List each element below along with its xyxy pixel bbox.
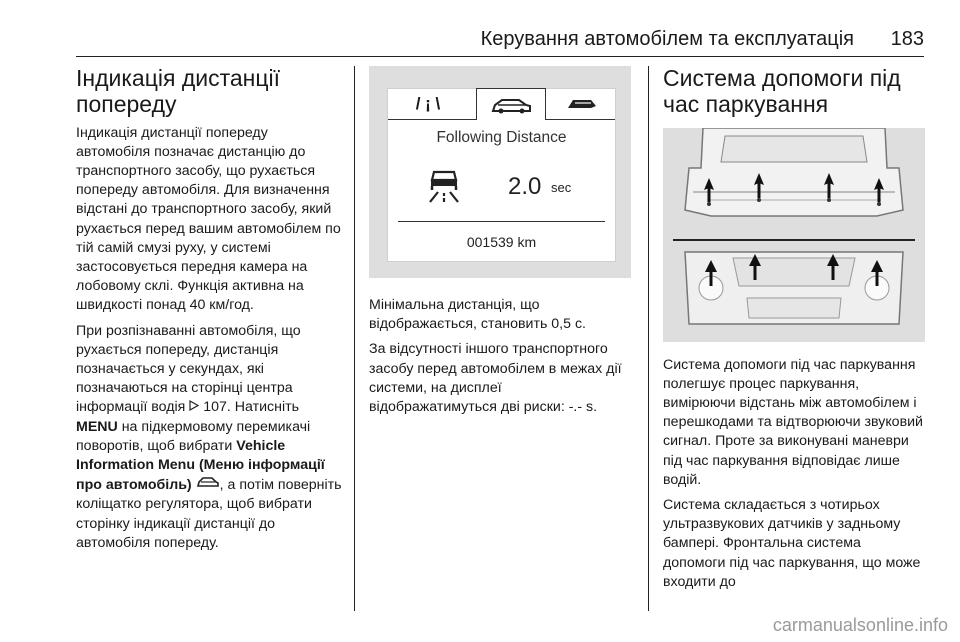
triangle-reference-icon <box>189 399 199 415</box>
distance-value: 2.0 <box>508 173 542 200</box>
paragraph-parking-intro: Система допомоги під час паркування полегшує процес паркування, вимірюючи відстань між автомобілем і перешкодами та відтворюючи звуковий сигнал. Проте за виконувані маневри під час паркування відповідає лише водій. <box>663 356 923 488</box>
vehicle-information-menu-label: Vehicle Information Menu (Меню інформації про автомобіль) <box>76 437 325 494</box>
odometer-reading: 001539 km <box>466 234 537 250</box>
paragraph-distance-intro: Індикація дистанції попереду автомобіля позначає дистанцію до транспортного засобу, що рухається попереду автомобіля. Для визначення відстані до транспортного засобу, який рухається перед вашим автомобілем по тій самій смузі руху, у системі застосовується передня камера на лобовому склі. Функція активна на швидкості понад 40 км/год. <box>76 124 341 314</box>
header-rule <box>76 56 924 57</box>
car-distance-tab <box>476 88 546 120</box>
display-divider <box>398 221 605 222</box>
page-number: 183 <box>890 28 924 50</box>
car-menu-icon <box>196 477 220 493</box>
following-distance-title: Following Distance <box>436 129 567 146</box>
distance-unit: sec <box>551 180 572 195</box>
section-heading-parking: Система допомоги під час паркування <box>663 65 901 117</box>
display-tabs <box>388 89 615 120</box>
column-divider-2 <box>648 66 649 611</box>
parking-sensors-image <box>663 128 925 342</box>
column-2 <box>369 66 633 423</box>
car-ahead-icon <box>426 168 462 209</box>
paragraph-distance-usage: При розпізнаванні автомобіля, що рухається попереду, дистанція позначається у секундах, які позначаються на сторінці центра інформації водія 107. Натисніть MENU на підкермовому перемикачі поворотів, щоб вибрати Vehicle Information Menu (Меню інформації про автомобіль) , а потім поверніть коліщатко регулятора, щоб вибрати сторінку індикації дистанції до автомобіля попереду. <box>76 322 342 551</box>
page-header <box>76 26 924 56</box>
paragraph-no-vehicle: За відсутності іншого транспортного засобу перед автомобілем в межах дії системи, на дисплеї відображатимуться дві риски: -.- s. <box>369 341 622 416</box>
column-3 <box>663 66 927 598</box>
display-screen <box>387 88 616 262</box>
chapter-title: Керування автомобілем та експлуатація <box>480 28 854 50</box>
column-1 <box>76 66 344 559</box>
paragraph-minimum-distance: Мінімальна дистанція, що відображається, становить 0,5 с. <box>369 297 586 333</box>
paragraph-parking-sensors: Система складається з чотирьох ультразвукових датчиків у задньому бампері. Фронтальна система допомоги під час паркування, що може входити до <box>663 496 921 590</box>
menu-button-label: MENU <box>76 418 118 435</box>
watermark: carmanualsonline.info <box>772 615 948 635</box>
driver-info-display-image <box>369 66 631 278</box>
lane-departure-tab: / ¡ \ <box>415 94 441 113</box>
car-distance-icon <box>487 95 535 115</box>
section-heading-distance: Індикація дистанції попереду <box>76 65 281 117</box>
eco-tab <box>558 89 606 119</box>
column-divider-1 <box>354 66 355 611</box>
eco-icon <box>565 96 599 112</box>
